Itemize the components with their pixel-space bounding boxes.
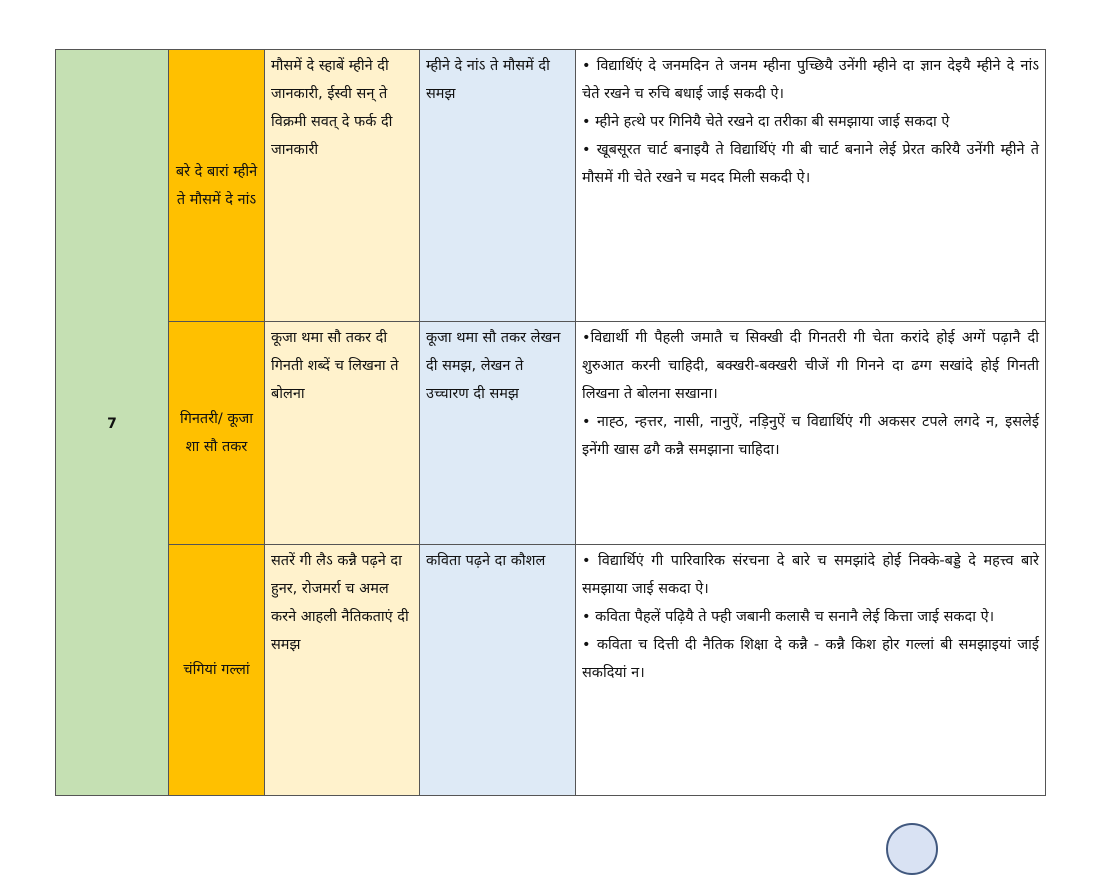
lesson-plan-table (55, 49, 1046, 796)
activity-item: • विद्यार्थिएं गी पारिवारिक संरचना दे बारे च समझांदे होई निक्के-बड्डे दे महत्त्व बारे समझाया जाई सकदा ऐ। (582, 553, 1039, 597)
activities-cell (576, 322, 1046, 545)
topic-cell: गिनतरी/ कूजा शा सौ तकर (169, 322, 265, 545)
activity-item: • कविता च दित्ती दी नैतिक शिक्षा दे कन्नै - कन्नै किश होर गल्लां बी समझाइयां जाई सकदियां न। (582, 637, 1039, 681)
outcome-cell: कविता पढ़ने दा कौशल (420, 545, 576, 796)
outcome-cell: म्हीने दे नांऽ ते मौसमें दी समझ (420, 50, 576, 322)
topic-cell: चंगियां गल्लां (169, 545, 265, 796)
activity-item: • नाह्ठ, न्हत्तर, नासी, नानुऐं, नड़िनुऐं च विद्यार्थिएं गी अकसर टपले लगदे न, इसलेई इनेंगी खास ढगै कन्नै समझाना चाहिदा। (582, 414, 1039, 458)
activities-cell (576, 50, 1046, 322)
activity-item: • खूबसूरत चार्ट बनाइयै ते विद्यार्थिएं गी बी चार्ट बनाने लेई प्रेरत करियै उनेंगी म्हीने ते मौसमें गी चेते रखने च मदद मिली सकदी ऐ। (582, 142, 1039, 186)
activity-item: •विद्यार्थी गी पैहली जमातै च सिक्खी दी गिनतरी गी चेता करांदे होई अग्गें पढ़ानै दी शुरुआत करनी चाहिदी, बक्खरी-बक्खरी चीजें गी गिनने दा ढग्ग सखांदे होई गिनती लिखना ते बोलना सखाना। (582, 330, 1039, 402)
page-number-badge (886, 823, 938, 875)
activity-item: • विद्यार्थिएं दे जनमदिन ते जनम म्हीना पुच्छियै उनेंगी म्हीने दा ज्ञान देइयै म्हीने दे नांऽ चेते रखने च रुचि बधाई जाई सकदी ऐ। (582, 58, 1039, 102)
topic-cell: बरे दे बारां म्हीने ते मौसमें दे नांऽ (169, 50, 265, 322)
objective-cell: मौसमें दे स्हाबें म्हीने दी जानकारी, ईस्वी सन् ते विक्रमी सवत् दे फर्क दी जानकारी (265, 50, 420, 322)
unit-number-cell: 7 (56, 50, 169, 796)
objective-cell: सतरें गी लैऽ कन्नै पढ़ने दा हुनर, रोजमर्रा च अमल करने आहली नैतिकताएं दी समझ (265, 545, 420, 796)
table-row (56, 545, 1046, 796)
activity-item: • म्हीने हत्थे पर गिनियै चेते रखने दा तरीका बी समझाया जाई सकदा ऐ (582, 114, 950, 130)
table-row (56, 50, 1046, 322)
table-row (56, 322, 1046, 545)
activities-cell (576, 545, 1046, 796)
objective-cell: कूजा थमा सौ तकर दी गिनती शब्दें च लिखना ते बोलना (265, 322, 420, 545)
activity-item: • कविता पैहलें पढ़ियै ते फ्ही जबानी कलासै च सनानै लेई कित्ता जाई सकदा ऐ। (582, 609, 995, 625)
outcome-cell: कूजा थमा सौ तकर लेखन दी समझ, लेखन ते उच्चारण दी समझ (420, 322, 576, 545)
